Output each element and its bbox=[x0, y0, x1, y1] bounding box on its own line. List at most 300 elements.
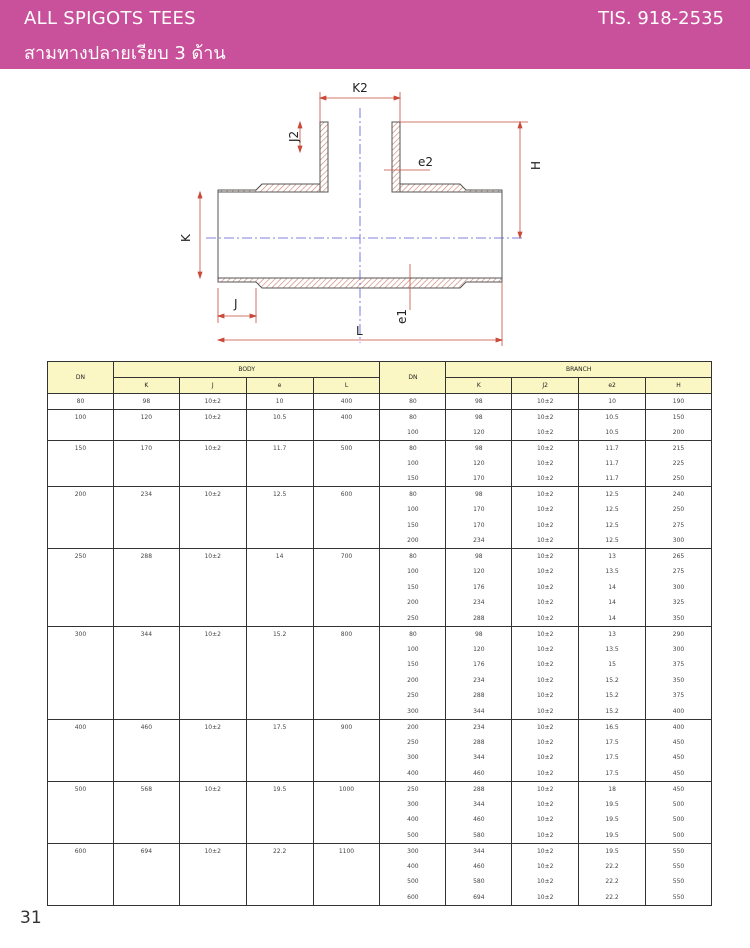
branch-h-cell: 550 bbox=[646, 859, 712, 875]
table-row bbox=[48, 766, 712, 782]
branch-k-cell: 694 bbox=[446, 890, 512, 906]
body-e-cell bbox=[246, 642, 313, 658]
body-e-cell bbox=[246, 611, 313, 627]
branch-k-cell: 234 bbox=[446, 719, 512, 735]
header-branch-k: K bbox=[446, 378, 512, 394]
body-k-cell bbox=[113, 874, 179, 890]
branch-j2-cell: 10±2 bbox=[512, 719, 579, 735]
branch-h-cell: 400 bbox=[646, 719, 712, 735]
body-l-cell: 600 bbox=[313, 487, 380, 503]
branch-j2-cell: 10±2 bbox=[512, 859, 579, 875]
header-body: BODY bbox=[113, 362, 380, 378]
branch-dn-cell: 500 bbox=[380, 874, 446, 890]
body-l-cell: 1000 bbox=[313, 781, 380, 797]
branch-j2-cell: 10±2 bbox=[512, 750, 579, 766]
branch-e2-cell: 14 bbox=[579, 595, 646, 611]
branch-h-cell: 275 bbox=[646, 564, 712, 580]
body-k-cell bbox=[113, 766, 179, 782]
branch-h-cell: 225 bbox=[646, 456, 712, 472]
branch-j2-cell: 10±2 bbox=[512, 812, 579, 828]
branch-dn-cell: 150 bbox=[380, 518, 446, 534]
body-e-cell bbox=[246, 859, 313, 875]
label-k: K bbox=[179, 234, 193, 242]
table-row bbox=[48, 564, 712, 580]
branch-j2-cell: 10±2 bbox=[512, 580, 579, 596]
body-j-cell bbox=[179, 874, 246, 890]
body-k-cell: 120 bbox=[113, 409, 179, 425]
body-e-cell bbox=[246, 456, 313, 472]
branch-h-cell: 190 bbox=[646, 394, 712, 410]
page-subtitle: สามทางปลายเรียบ 3 ด้าน bbox=[24, 43, 226, 64]
body-k-cell bbox=[113, 828, 179, 844]
table-row bbox=[48, 440, 712, 456]
body-j-cell bbox=[179, 425, 246, 441]
body-k-cell: 170 bbox=[113, 440, 179, 456]
branch-j2-cell: 10±2 bbox=[512, 781, 579, 797]
table-row bbox=[48, 409, 712, 425]
branch-k-cell: 288 bbox=[446, 688, 512, 704]
body-j-cell bbox=[179, 735, 246, 751]
body-dn-cell bbox=[48, 657, 114, 673]
branch-dn-cell: 200 bbox=[380, 719, 446, 735]
branch-e2-cell: 13.5 bbox=[579, 564, 646, 580]
body-l-cell bbox=[313, 471, 380, 487]
branch-h-cell: 450 bbox=[646, 735, 712, 751]
body-l-cell bbox=[313, 750, 380, 766]
branch-e2-cell: 10.5 bbox=[579, 425, 646, 441]
body-j-cell bbox=[179, 859, 246, 875]
table-row bbox=[48, 890, 712, 906]
branch-j2-cell: 10±2 bbox=[512, 735, 579, 751]
branch-e2-cell: 11.7 bbox=[579, 456, 646, 472]
page-header bbox=[0, 0, 750, 69]
body-j-cell bbox=[179, 890, 246, 906]
header-dn-branch: DN bbox=[380, 362, 446, 394]
body-e-cell bbox=[246, 704, 313, 720]
body-l-cell bbox=[313, 425, 380, 441]
branch-h-cell: 275 bbox=[646, 518, 712, 534]
branch-e2-cell: 16.5 bbox=[579, 719, 646, 735]
branch-j2-cell: 10±2 bbox=[512, 471, 579, 487]
body-j-cell bbox=[179, 688, 246, 704]
branch-k-cell: 580 bbox=[446, 828, 512, 844]
branch-k-cell: 98 bbox=[446, 549, 512, 565]
body-j-cell: 10±2 bbox=[179, 549, 246, 565]
body-e-cell: 17.5 bbox=[246, 719, 313, 735]
body-e-cell bbox=[246, 595, 313, 611]
branch-k-cell: 98 bbox=[446, 440, 512, 456]
body-j-cell bbox=[179, 456, 246, 472]
body-dn-cell: 500 bbox=[48, 781, 114, 797]
body-e-cell: 11.7 bbox=[246, 440, 313, 456]
branch-dn-cell: 100 bbox=[380, 642, 446, 658]
body-dn-cell: 250 bbox=[48, 549, 114, 565]
branch-k-cell: 344 bbox=[446, 843, 512, 859]
table-row bbox=[48, 518, 712, 534]
branch-dn-cell: 400 bbox=[380, 766, 446, 782]
body-l-cell bbox=[313, 735, 380, 751]
branch-k-cell: 288 bbox=[446, 735, 512, 751]
body-e-cell: 12.5 bbox=[246, 487, 313, 503]
branch-h-cell: 550 bbox=[646, 843, 712, 859]
body-e-cell bbox=[246, 425, 313, 441]
branch-h-cell: 325 bbox=[646, 595, 712, 611]
body-k-cell: 460 bbox=[113, 719, 179, 735]
branch-dn-cell: 150 bbox=[380, 471, 446, 487]
branch-j2-cell: 10±2 bbox=[512, 688, 579, 704]
table-row bbox=[48, 549, 712, 565]
body-l-cell bbox=[313, 828, 380, 844]
body-k-cell: 288 bbox=[113, 549, 179, 565]
body-k-cell bbox=[113, 425, 179, 441]
body-dn-cell: 80 bbox=[48, 394, 114, 410]
body-k-cell bbox=[113, 502, 179, 518]
body-dn-cell bbox=[48, 595, 114, 611]
branch-j2-cell: 10±2 bbox=[512, 828, 579, 844]
branch-e2-cell: 12.5 bbox=[579, 502, 646, 518]
branch-j2-cell: 10±2 bbox=[512, 657, 579, 673]
branch-h-cell: 375 bbox=[646, 688, 712, 704]
body-l-cell bbox=[313, 533, 380, 549]
branch-k-cell: 120 bbox=[446, 456, 512, 472]
table-row bbox=[48, 595, 712, 611]
body-j-cell bbox=[179, 828, 246, 844]
standard-number: TIS. 918-2535 bbox=[598, 8, 724, 29]
branch-j2-cell: 10±2 bbox=[512, 626, 579, 642]
body-j-cell bbox=[179, 502, 246, 518]
branch-dn-cell: 400 bbox=[380, 812, 446, 828]
table-row bbox=[48, 859, 712, 875]
branch-k-cell: 176 bbox=[446, 657, 512, 673]
branch-dn-cell: 300 bbox=[380, 704, 446, 720]
body-l-cell bbox=[313, 518, 380, 534]
branch-k-cell: 170 bbox=[446, 471, 512, 487]
branch-h-cell: 240 bbox=[646, 487, 712, 503]
branch-e2-cell: 12.5 bbox=[579, 533, 646, 549]
body-k-cell bbox=[113, 657, 179, 673]
body-e-cell bbox=[246, 797, 313, 813]
body-k-cell bbox=[113, 533, 179, 549]
label-j: J bbox=[234, 297, 238, 311]
branch-j2-cell: 10±2 bbox=[512, 704, 579, 720]
body-dn-cell bbox=[48, 890, 114, 906]
body-k-cell bbox=[113, 456, 179, 472]
table-row bbox=[48, 797, 712, 813]
body-dn-cell bbox=[48, 688, 114, 704]
body-j-cell bbox=[179, 766, 246, 782]
body-e-cell: 22.2 bbox=[246, 843, 313, 859]
branch-dn-cell: 80 bbox=[380, 626, 446, 642]
branch-j2-cell: 10±2 bbox=[512, 564, 579, 580]
body-k-cell bbox=[113, 859, 179, 875]
body-l-cell bbox=[313, 688, 380, 704]
table-body bbox=[48, 394, 712, 906]
branch-k-cell: 98 bbox=[446, 409, 512, 425]
branch-e2-cell: 17.5 bbox=[579, 766, 646, 782]
body-dn-cell bbox=[48, 518, 114, 534]
table-row bbox=[48, 456, 712, 472]
branch-k-cell: 288 bbox=[446, 611, 512, 627]
body-dn-cell bbox=[48, 812, 114, 828]
body-dn-cell bbox=[48, 673, 114, 689]
branch-dn-cell: 100 bbox=[380, 502, 446, 518]
body-j-cell: 10±2 bbox=[179, 487, 246, 503]
branch-dn-cell: 400 bbox=[380, 859, 446, 875]
body-dn-cell bbox=[48, 471, 114, 487]
body-k-cell bbox=[113, 642, 179, 658]
branch-e2-cell: 12.5 bbox=[579, 518, 646, 534]
body-l-cell bbox=[313, 564, 380, 580]
body-j-cell bbox=[179, 750, 246, 766]
branch-dn-cell: 80 bbox=[380, 394, 446, 410]
branch-h-cell: 350 bbox=[646, 673, 712, 689]
branch-k-cell: 288 bbox=[446, 781, 512, 797]
body-k-cell bbox=[113, 812, 179, 828]
branch-dn-cell: 250 bbox=[380, 781, 446, 797]
branch-e2-cell: 13 bbox=[579, 626, 646, 642]
branch-e2-cell: 10 bbox=[579, 394, 646, 410]
branch-e2-cell: 13 bbox=[579, 549, 646, 565]
page-number: 31 bbox=[20, 908, 42, 928]
branch-dn-cell: 150 bbox=[380, 580, 446, 596]
body-l-cell: 700 bbox=[313, 549, 380, 565]
body-dn-cell bbox=[48, 642, 114, 658]
branch-k-cell: 120 bbox=[446, 425, 512, 441]
body-e-cell bbox=[246, 750, 313, 766]
body-l-cell bbox=[313, 456, 380, 472]
table-row bbox=[48, 812, 712, 828]
body-e-cell bbox=[246, 890, 313, 906]
table-row bbox=[48, 704, 712, 720]
header-branch-j2: J2 bbox=[512, 378, 579, 394]
body-dn-cell: 300 bbox=[48, 626, 114, 642]
body-e-cell bbox=[246, 735, 313, 751]
branch-j2-cell: 10±2 bbox=[512, 595, 579, 611]
body-l-cell: 400 bbox=[313, 409, 380, 425]
body-e-cell: 19.5 bbox=[246, 781, 313, 797]
branch-e2-cell: 15.2 bbox=[579, 673, 646, 689]
body-j-cell bbox=[179, 797, 246, 813]
body-dn-cell bbox=[48, 750, 114, 766]
table-row bbox=[48, 611, 712, 627]
body-e-cell bbox=[246, 564, 313, 580]
body-j-cell bbox=[179, 564, 246, 580]
body-e-cell: 10 bbox=[246, 394, 313, 410]
body-e-cell bbox=[246, 471, 313, 487]
header-body-k: K bbox=[113, 378, 179, 394]
table-row bbox=[48, 394, 712, 410]
body-j-cell: 10±2 bbox=[179, 843, 246, 859]
branch-dn-cell: 500 bbox=[380, 828, 446, 844]
body-l-cell bbox=[313, 611, 380, 627]
branch-dn-cell: 150 bbox=[380, 657, 446, 673]
table-row bbox=[48, 425, 712, 441]
body-k-cell: 234 bbox=[113, 487, 179, 503]
branch-j2-cell: 10±2 bbox=[512, 874, 579, 890]
branch-dn-cell: 100 bbox=[380, 564, 446, 580]
header-body-e: e bbox=[246, 378, 313, 394]
branch-e2-cell: 14 bbox=[579, 580, 646, 596]
table-row bbox=[48, 750, 712, 766]
body-e-cell bbox=[246, 812, 313, 828]
branch-k-cell: 170 bbox=[446, 518, 512, 534]
body-l-cell bbox=[313, 580, 380, 596]
branch-dn-cell: 80 bbox=[380, 440, 446, 456]
body-j-cell bbox=[179, 657, 246, 673]
body-k-cell: 694 bbox=[113, 843, 179, 859]
branch-k-cell: 234 bbox=[446, 595, 512, 611]
branch-k-cell: 98 bbox=[446, 487, 512, 503]
body-e-cell bbox=[246, 518, 313, 534]
branch-dn-cell: 80 bbox=[380, 487, 446, 503]
body-k-cell bbox=[113, 564, 179, 580]
label-j2: J2 bbox=[287, 130, 301, 142]
body-e-cell bbox=[246, 874, 313, 890]
table-row bbox=[48, 874, 712, 890]
branch-h-cell: 350 bbox=[646, 611, 712, 627]
body-dn-cell bbox=[48, 502, 114, 518]
body-e-cell bbox=[246, 766, 313, 782]
page-title: ALL SPIGOTS TEES bbox=[24, 8, 196, 29]
branch-e2-cell: 10.5 bbox=[579, 409, 646, 425]
header-body-j: J bbox=[179, 378, 246, 394]
header-branch-h: H bbox=[646, 378, 712, 394]
branch-e2-cell: 19.5 bbox=[579, 797, 646, 813]
branch-dn-cell: 300 bbox=[380, 843, 446, 859]
body-l-cell bbox=[313, 874, 380, 890]
table-row bbox=[48, 735, 712, 751]
branch-h-cell: 450 bbox=[646, 766, 712, 782]
body-l-cell bbox=[313, 890, 380, 906]
branch-dn-cell: 200 bbox=[380, 673, 446, 689]
branch-j2-cell: 10±2 bbox=[512, 533, 579, 549]
body-dn-cell bbox=[48, 611, 114, 627]
body-dn-cell bbox=[48, 735, 114, 751]
body-j-cell: 10±2 bbox=[179, 781, 246, 797]
branch-e2-cell: 22.2 bbox=[579, 874, 646, 890]
body-e-cell: 15.2 bbox=[246, 626, 313, 642]
branch-j2-cell: 10±2 bbox=[512, 409, 579, 425]
branch-k-cell: 170 bbox=[446, 502, 512, 518]
body-dn-cell bbox=[48, 766, 114, 782]
body-k-cell: 98 bbox=[113, 394, 179, 410]
body-e-cell bbox=[246, 580, 313, 596]
body-j-cell bbox=[179, 812, 246, 828]
branch-k-cell: 580 bbox=[446, 874, 512, 890]
body-e-cell bbox=[246, 688, 313, 704]
body-k-cell: 344 bbox=[113, 626, 179, 642]
body-l-cell: 900 bbox=[313, 719, 380, 735]
branch-k-cell: 460 bbox=[446, 859, 512, 875]
dimension-table bbox=[47, 361, 712, 906]
body-l-cell: 400 bbox=[313, 394, 380, 410]
branch-dn-cell: 250 bbox=[380, 611, 446, 627]
branch-k-cell: 460 bbox=[446, 812, 512, 828]
table-row bbox=[48, 688, 712, 704]
label-l: L bbox=[356, 324, 363, 338]
label-k2: K2 bbox=[352, 81, 368, 95]
branch-dn-cell: 100 bbox=[380, 456, 446, 472]
table-row bbox=[48, 487, 712, 503]
branch-h-cell: 500 bbox=[646, 828, 712, 844]
header-dn-body: DN bbox=[48, 362, 114, 394]
table-row bbox=[48, 471, 712, 487]
branch-h-cell: 450 bbox=[646, 781, 712, 797]
body-l-cell bbox=[313, 657, 380, 673]
table-row bbox=[48, 580, 712, 596]
branch-k-cell: 234 bbox=[446, 673, 512, 689]
body-dn-cell bbox=[48, 580, 114, 596]
header-branch: BRANCH bbox=[446, 362, 712, 378]
branch-j2-cell: 10±2 bbox=[512, 487, 579, 503]
branch-h-cell: 550 bbox=[646, 890, 712, 906]
branch-j2-cell: 10±2 bbox=[512, 440, 579, 456]
branch-e2-cell: 12.5 bbox=[579, 487, 646, 503]
body-dn-cell bbox=[48, 828, 114, 844]
branch-e2-cell: 18 bbox=[579, 781, 646, 797]
table-row bbox=[48, 781, 712, 797]
body-k-cell bbox=[113, 518, 179, 534]
body-j-cell: 10±2 bbox=[179, 626, 246, 642]
branch-k-cell: 176 bbox=[446, 580, 512, 596]
branch-h-cell: 290 bbox=[646, 626, 712, 642]
table-row bbox=[48, 673, 712, 689]
body-l-cell bbox=[313, 642, 380, 658]
branch-dn-cell: 300 bbox=[380, 797, 446, 813]
body-k-cell bbox=[113, 735, 179, 751]
body-k-cell bbox=[113, 797, 179, 813]
body-dn-cell bbox=[48, 456, 114, 472]
branch-e2-cell: 11.7 bbox=[579, 440, 646, 456]
branch-j2-cell: 10±2 bbox=[512, 611, 579, 627]
branch-j2-cell: 10±2 bbox=[512, 843, 579, 859]
branch-h-cell: 250 bbox=[646, 502, 712, 518]
branch-e2-cell: 15.2 bbox=[579, 704, 646, 720]
label-e1: e1 bbox=[395, 308, 409, 324]
table-row bbox=[48, 843, 712, 859]
table-row bbox=[48, 828, 712, 844]
branch-h-cell: 300 bbox=[646, 580, 712, 596]
body-dn-cell bbox=[48, 564, 114, 580]
branch-j2-cell: 10±2 bbox=[512, 502, 579, 518]
table-row bbox=[48, 642, 712, 658]
body-e-cell bbox=[246, 502, 313, 518]
branch-k-cell: 460 bbox=[446, 766, 512, 782]
label-e2: e2 bbox=[418, 155, 434, 169]
branch-e2-cell: 13.5 bbox=[579, 642, 646, 658]
body-dn-cell bbox=[48, 859, 114, 875]
branch-j2-cell: 10±2 bbox=[512, 549, 579, 565]
branch-j2-cell: 10±2 bbox=[512, 890, 579, 906]
body-e-cell bbox=[246, 828, 313, 844]
branch-e2-cell: 17.5 bbox=[579, 735, 646, 751]
branch-e2-cell: 14 bbox=[579, 611, 646, 627]
body-k-cell bbox=[113, 673, 179, 689]
branch-j2-cell: 10±2 bbox=[512, 797, 579, 813]
branch-dn-cell: 200 bbox=[380, 595, 446, 611]
branch-e2-cell: 15 bbox=[579, 657, 646, 673]
body-l-cell bbox=[313, 766, 380, 782]
branch-dn-cell: 600 bbox=[380, 890, 446, 906]
body-dn-cell: 150 bbox=[48, 440, 114, 456]
body-dn-cell bbox=[48, 533, 114, 549]
branch-j2-cell: 10±2 bbox=[512, 673, 579, 689]
branch-j2-cell: 10±2 bbox=[512, 518, 579, 534]
body-l-cell bbox=[313, 859, 380, 875]
body-j-cell bbox=[179, 595, 246, 611]
body-l-cell bbox=[313, 797, 380, 813]
body-l-cell bbox=[313, 673, 380, 689]
